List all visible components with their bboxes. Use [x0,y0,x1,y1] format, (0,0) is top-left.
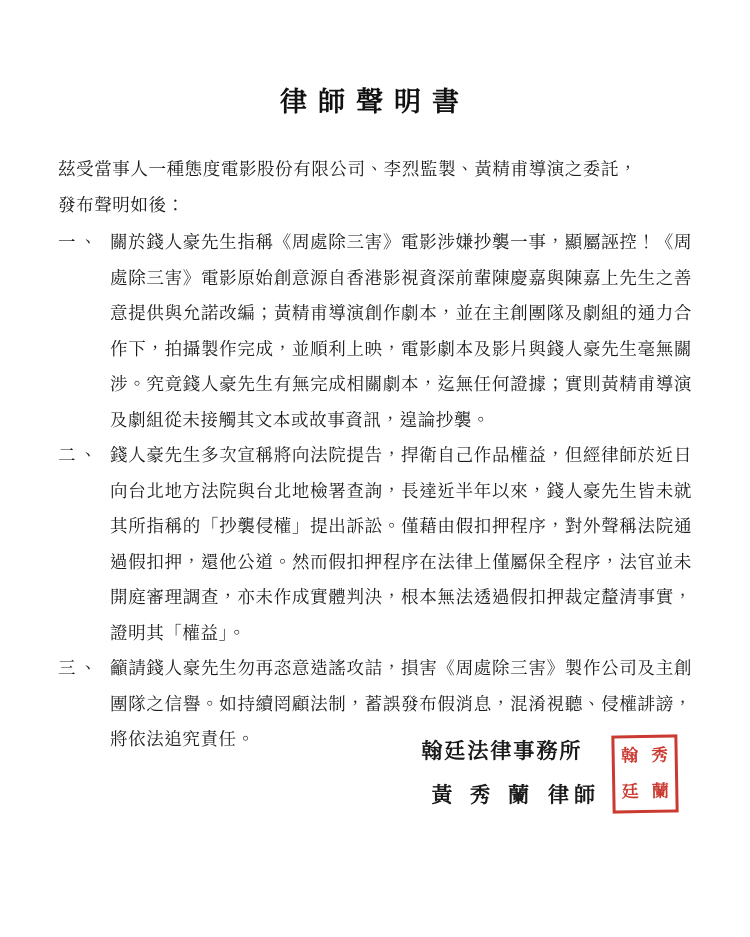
clause-item [58,439,692,652]
lawyer-signature [421,779,600,809]
intro-line-1: 茲受當事人一種態度電影股份有限公司、李烈監製、黃精甫導演之委託， [58,160,638,180]
intro-paragraph [58,153,692,224]
seal-char-4: 廷 [621,781,639,802]
seal-char-2: 蘭 [651,781,669,802]
law-firm-name: 翰廷法律事務所 [421,738,583,763]
signature-block [421,735,600,809]
red-seal-stamp [611,734,678,813]
page-title: 律師聲明書 [280,87,470,118]
clause-number: 一、 [58,233,101,254]
clause-number: 二、 [58,446,101,467]
document-body [58,153,692,759]
seal-char-1: 秀 [651,745,669,766]
seal-char-3: 翰 [621,745,639,766]
lawyer-role: 律師 [548,782,600,807]
clause-text: 錢人豪先生多次宣稱將向法院提告，捍衛自己作品權益，但經律師於近日向台北地方法院與台北地檢署查詢，長達近半年以來，錢人豪先生皆未就其所指稱的「抄襲侵權」提出訴訟。僅藉由假扣押程序，對外聲稱法院通過假扣押，還他公道。然而假扣押程序在法律上僅屬保全程序，法官並未開庭審理調查，亦未作成實體判決，根本無法透過假扣押裁定釐清事實，證明其「權益」。 [110,446,692,644]
lawyer-name: 黃 秀 蘭 [431,782,534,807]
clause-text: 籲請錢人豪先生勿再恣意造謠攻詰，損害《周處除三害》製作公司及主創團隊之信譽。如持續罔顧法制，蓄誤發布假消息，混淆視聽、侵權誹謗，將依法追究責任。 [110,659,692,751]
clause-number: 三、 [58,659,101,680]
clause-text: 關於錢人豪先生指稱《周處除三害》電影涉嫌抄襲一事，顯屬誣控！《周處除三害》電影原始創意源自香港影視資深前輩陳慶嘉與陳嘉上先生之善意提供與允諾改編；黃精甫導演創作劇本，並在主創團隊及劇組的通力合作下，拍攝製作完成，並順利上映，電影劇本及影片與錢人豪先生毫無關涉。究竟錢人豪先生有無完成相關劇本，迄無任何證據；實則黃精甫導演及劇組從未接觸其文本或故事資訊，遑論抄襲。 [110,233,692,431]
clause-item [58,226,692,439]
intro-line-2: 發布聲明如後： [58,195,185,216]
